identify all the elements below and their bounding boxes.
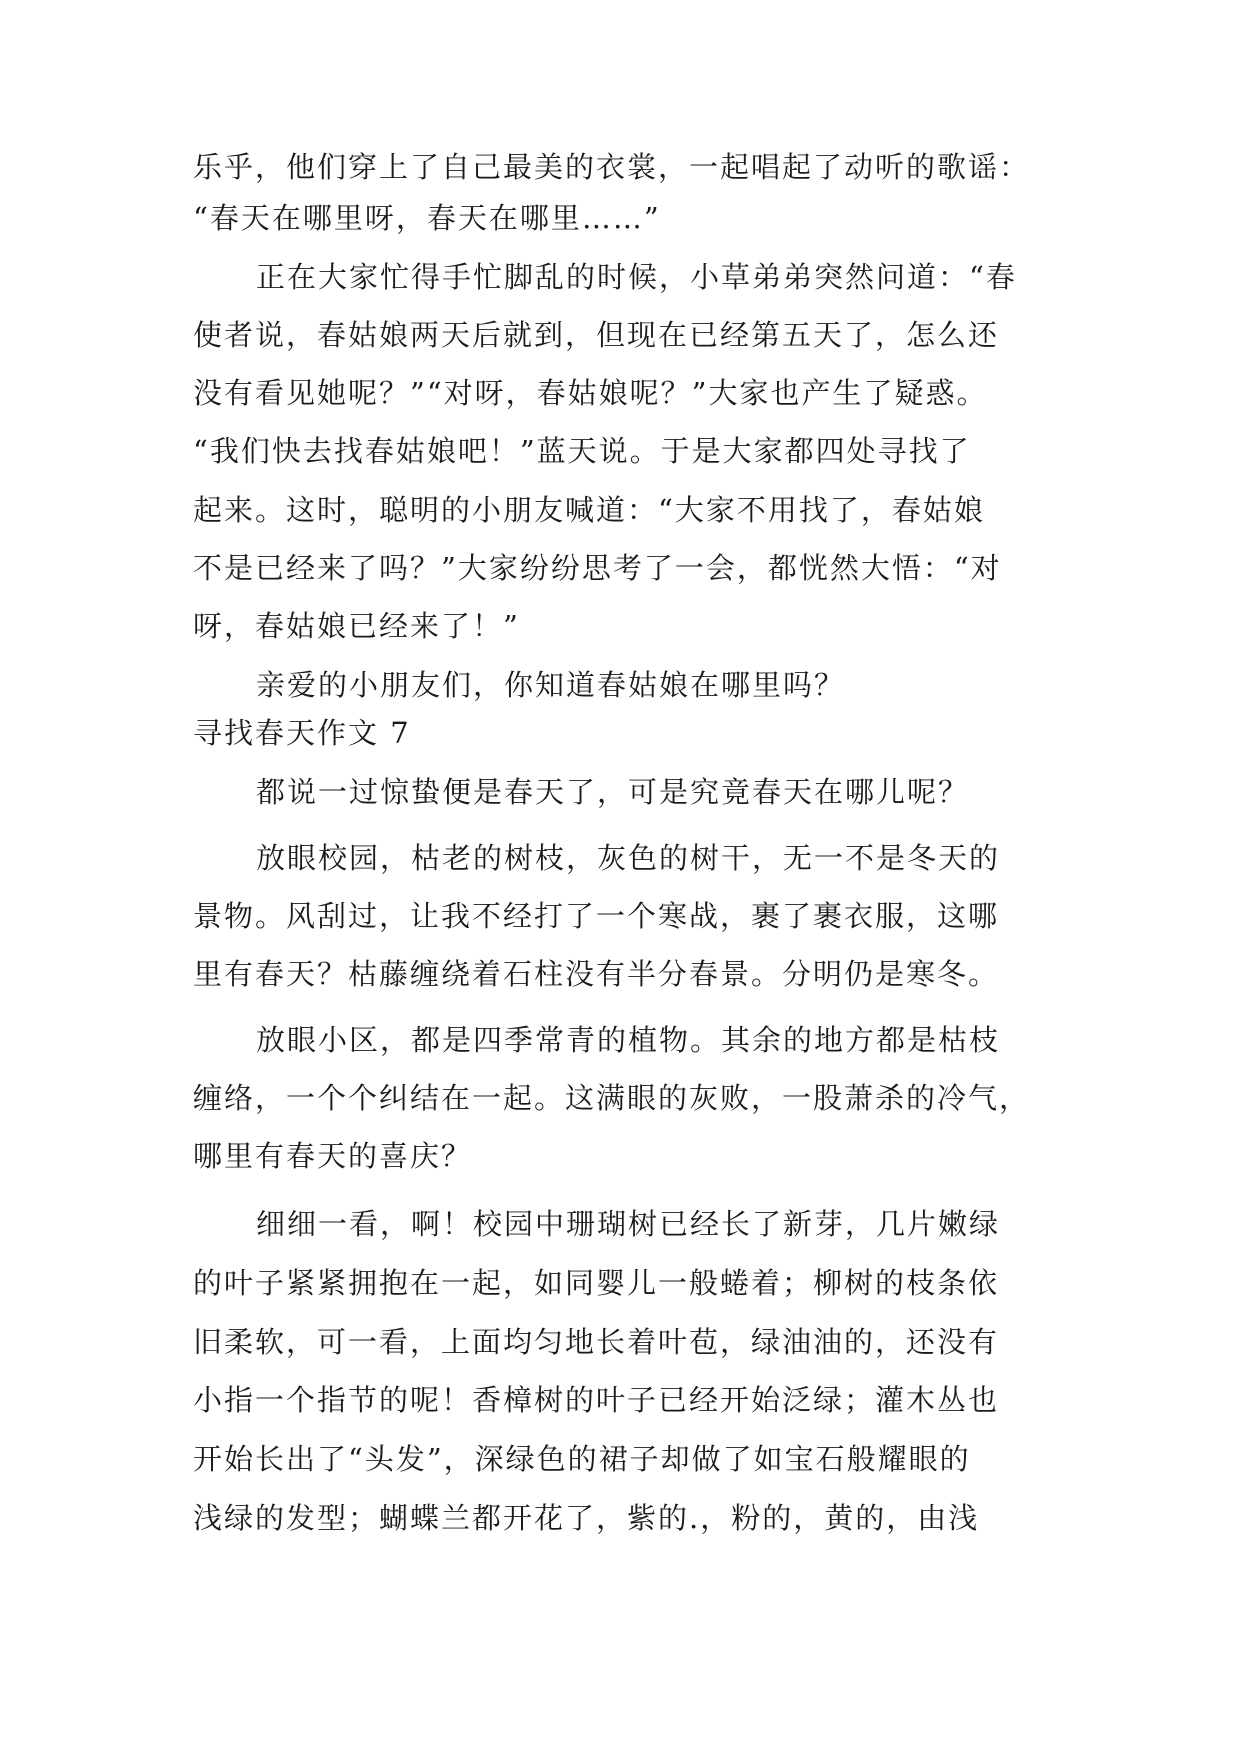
text-line: 不是已经来了吗？”大家纷纷思考了一会，都恍然大悟：“对 bbox=[193, 551, 1002, 585]
paragraph-line: 细细一看，啊！校园中珊瑚树已经长了新芽，几片嫩绿 bbox=[256, 1207, 1001, 1241]
paragraph-line: 都说一过惊蛰便是春天了，可是究竟春天在哪儿呢？ bbox=[256, 775, 970, 809]
text-line: 起来。这时，聪明的小朋友喊道：“大家不用找了，春姑娘 bbox=[193, 493, 985, 527]
text-line: 开始长出了“头发”，深绿色的裙子却做了如宝石般耀眼的 bbox=[193, 1442, 971, 1476]
paragraph-line: 亲爱的小朋友们，你知道春姑娘在哪里吗？ bbox=[256, 668, 846, 702]
text-line: 乐乎，他们穿上了自己最美的衣裳，一起唱起了动听的歌谣： bbox=[193, 150, 1031, 184]
text-line: 浅绿的发型；蝴蝶兰都开花了，紫的.，粉的，黄的，由浅 bbox=[193, 1501, 980, 1535]
text-line: 呀，春姑娘已经来了！” bbox=[193, 609, 520, 643]
paragraph-line: 正在大家忙得手忙脚乱的时候，小草弟弟突然问道：“春 bbox=[256, 260, 1017, 294]
text-line: 小指一个指节的呢！香樟树的叶子已经开始泛绿；灌木丛也 bbox=[193, 1383, 1000, 1417]
text-line: 哪里有春天的喜庆？ bbox=[193, 1139, 473, 1173]
text-line: 缠络，一个个纠结在一起。这满眼的灰败，一股萧杀的冷气， bbox=[193, 1081, 1031, 1115]
text-line: 景物。风刮过，让我不经打了一个寒战，裹了裹衣服，这哪 bbox=[193, 899, 1000, 933]
text-line: 里有春天？枯藤缠绕着石柱没有半分春景。分明仍是寒冬。 bbox=[193, 957, 1000, 991]
paragraph-line: 放眼小区，都是四季常青的植物。其余的地方都是枯枝 bbox=[256, 1023, 1001, 1057]
text-line: 旧柔软，可一看，上面均匀地长着叶苞，绿油油的，还没有 bbox=[193, 1325, 1000, 1359]
paragraph-line: 放眼校园，枯老的树枝，灰色的树干，无一不是冬天的 bbox=[256, 841, 1001, 875]
text-line: “我们快去找春姑娘吧！”蓝天说。于是大家都四处寻找了 bbox=[193, 434, 971, 468]
text-line: 的叶子紧紧拥抱在一起，如同婴儿一般蜷着；柳树的枝条依 bbox=[193, 1266, 1000, 1300]
section-heading: 寻找春天作文 7 bbox=[193, 716, 411, 750]
text-line: 使者说，春姑娘两天后就到，但现在已经第五天了，怎么还 bbox=[193, 318, 1000, 352]
text-line: “春天在哪里呀，春天在哪里……” bbox=[193, 201, 661, 235]
text-line: 没有看见她呢？”“对呀，春姑娘呢？”大家也产生了疑惑。 bbox=[193, 376, 988, 410]
